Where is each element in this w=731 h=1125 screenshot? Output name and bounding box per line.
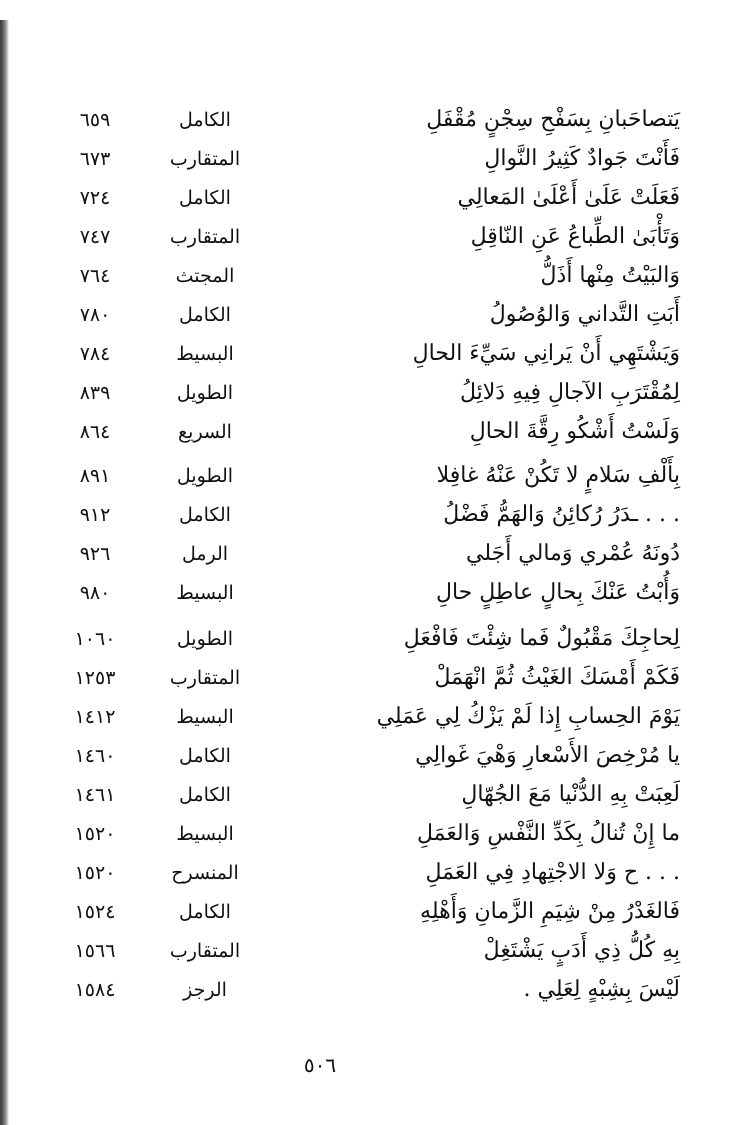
index-row <box>40 256 680 296</box>
index-row <box>40 736 680 776</box>
page-reference: ٧٦٤ <box>79 265 111 287</box>
meter-name: البسيط <box>176 343 234 365</box>
verse-text: دُونَهُ عُمْري وَمالي أَجَلي <box>465 541 680 566</box>
meter-name: البسيط <box>176 706 234 728</box>
meter-name: الطويل <box>176 628 234 650</box>
verse-text: وَيَشْتَهِي أَنْ يَرانِي سَيِّءَ الحالِ <box>412 341 680 366</box>
page-reference: ١٥٨٤ <box>74 979 116 1001</box>
index-row <box>40 495 680 535</box>
page-reference: ٧٨٤ <box>79 343 111 365</box>
verse-text: بِأَلْفِ سَلامٍ لا تَكُنْ عَنْهُ غافِلا <box>436 463 680 488</box>
page-number: ٥٠٦ <box>303 1053 337 1077</box>
verse-text: . . . ح وَلا الاجْتِهادِ فِي العَمَلِ <box>425 860 680 885</box>
meter-name: المتقارب <box>169 667 241 689</box>
index-row <box>40 139 680 179</box>
page-reference: ١٤٦١ <box>74 784 116 806</box>
page-reference: ٧٢٤ <box>79 187 111 209</box>
page-reference: ٨٦٤ <box>79 421 111 443</box>
index-row <box>40 373 680 413</box>
index-row <box>40 217 680 257</box>
meter-name: الكامل <box>179 504 231 526</box>
meter-name: البسيط <box>176 582 234 604</box>
index-row <box>40 534 680 574</box>
index-row <box>40 295 680 335</box>
page-reference: ٩١٢ <box>79 504 111 526</box>
meter-name: البسيط <box>176 823 234 845</box>
index-row <box>40 619 680 659</box>
page-reference: ٨٩١ <box>79 465 111 487</box>
meter-name: الكامل <box>179 901 231 923</box>
meter-name: الرجز <box>183 979 227 1001</box>
verse-text: فَكَمْ أَمْسَكَ الغَيْثُ ثُمَّ انْهَمَلْ <box>434 665 680 690</box>
page-reference: ٧٨٠ <box>79 304 111 326</box>
verse-text: وَأُبْتُ عَنْكَ بِحالٍ عاطِلٍ حالِ <box>435 580 680 605</box>
index-row <box>40 697 680 737</box>
page-reference: ٦٧٣ <box>79 148 111 170</box>
meter-name: الطويل <box>176 382 234 404</box>
meter-name: الكامل <box>179 784 231 806</box>
index-row <box>40 100 680 140</box>
index-row <box>40 334 680 374</box>
page-reference: ١٤١٢ <box>74 706 116 728</box>
meter-name: الكامل <box>179 304 231 326</box>
page-reference: ٧٤٧ <box>79 226 111 248</box>
verse-text: ما إِنْ تُنالُ بِكَدِّ النَّفْسِ وَالعَمَلِ <box>416 821 680 846</box>
meter-name: الكامل <box>179 187 231 209</box>
index-row <box>40 658 680 698</box>
meter-name: الكامل <box>179 745 231 767</box>
index-row <box>40 412 680 452</box>
verse-text: فَالغَدْرُ مِنْ شِيَمِ الزَّمانِ وَأَهْلِهِ <box>420 899 680 924</box>
meter-name: السريع <box>178 421 232 443</box>
meter-name: المجتث <box>175 265 235 287</box>
page-reference: ١٥٢٠ <box>74 823 116 845</box>
meter-name: المتقارب <box>169 940 241 962</box>
meter-name: المتقارب <box>169 148 241 170</box>
verse-text: وَالبَيْتُ مِنْها أَذَلُّ <box>540 263 680 288</box>
verse-text: يَوْمَ الحِسابِ إِذا لَمْ يَزْكُ لِي عَمَلِي <box>376 704 680 729</box>
verse-text: أَبَتِ التَّداني وَالوُصُولُ <box>489 302 680 327</box>
verse-text: وَتَأْبَىٰ الطِّباعُ عَنِ النّاقِلِ <box>470 224 680 249</box>
page-reference: ٦٥٩ <box>79 109 111 131</box>
verse-text: يَتصاحَبانِ بِسَفْحِ سِجْنٍ مُقْفَلِ <box>426 107 680 132</box>
index-row <box>40 814 680 854</box>
index-row <box>40 853 680 893</box>
verse-text: . . . ـدَرُ رُكائِنُ وَالهَمُّ فَضْلُ <box>443 502 680 527</box>
index-row <box>40 931 680 971</box>
index-row <box>40 892 680 932</box>
page-reference: ١٥٢٠ <box>74 862 116 884</box>
index-row <box>40 775 680 815</box>
meter-name: الكامل <box>179 109 231 131</box>
index-row <box>40 456 680 496</box>
page-reference: ١٠٦٠ <box>74 628 116 650</box>
index-row <box>40 573 680 613</box>
meter-name: المنسرح <box>171 862 239 884</box>
meter-name: المتقارب <box>169 226 241 248</box>
verse-text: لِحاجِكَ مَقْبُولٌ فَما شِئْتَ فَافْعَلِ <box>403 626 680 651</box>
page-reference: ١٥٢٤ <box>74 901 116 923</box>
binding-edge <box>0 20 9 1125</box>
verse-text: لِمُقْتَرَبِ الآجالِ فِيهِ دَلائِلُ <box>459 380 680 405</box>
page-reference: ٩٢٦ <box>79 543 111 565</box>
verse-text: فَعَلَتْ عَلَىٰ أَعْلَىٰ المَعالِي <box>457 185 680 210</box>
meter-name: الطويل <box>176 465 234 487</box>
verse-text: وَلَسْتُ أَشْكُو رِقَّةَ الحالِ <box>469 419 680 444</box>
page-reference: ٨٣٩ <box>79 382 111 404</box>
page-reference: ١٢٥٣ <box>74 667 116 689</box>
meter-name: الرمل <box>181 543 229 565</box>
verse-text: فَأَنْتَ جَوادٌ كَثِيرُ النَّوالِ <box>484 146 680 171</box>
verse-text: يا مُرْخِصَ الأَسْعارِ وَهْيَ غَوالِي <box>415 743 680 768</box>
verse-text: لَعِبَتْ بِهِ الدُّنْيا مَعَ الجُهّالِ <box>461 782 680 807</box>
verse-text: لَيْسَ بِشِبْهٍ لِعَلِي . <box>523 977 680 1002</box>
page-reference: ١٤٦٠ <box>74 745 116 767</box>
page-reference: ٩٨٠ <box>79 582 111 604</box>
verse-text: بِهِ كُلُّ ذِي أَدَبٍ يَشْتَغِلْ <box>483 938 680 963</box>
page-reference: ١٥٦٦ <box>74 940 116 962</box>
index-row <box>40 970 680 1010</box>
index-row <box>40 178 680 218</box>
